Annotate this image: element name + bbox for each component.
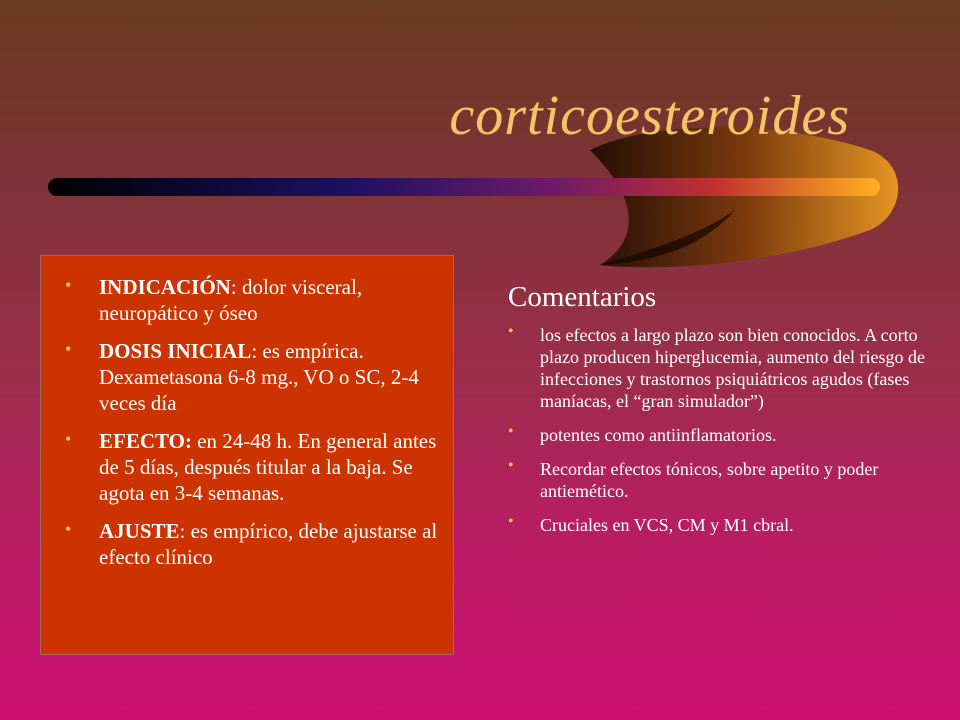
indications-list — [63, 274, 443, 582]
bullet-icon: • — [65, 339, 72, 359]
swoosh-shape — [590, 128, 898, 268]
list-item — [508, 514, 938, 536]
comments-section — [508, 280, 938, 548]
item-text: en 24-48 h. En general antes de 5 días, después titular a la baja. Se agota en 3-4 semanas. — [99, 429, 437, 505]
item-lead: INDICACIÓN — [99, 275, 231, 299]
item-text: : es empírica. Dexametasona 6-8 mg., VO o SC, 2-4 veces día — [99, 339, 419, 415]
bullet-icon: • — [508, 323, 514, 340]
comments-list — [508, 324, 938, 536]
item-text: Cruciales en VCS, CM y M1 cbral. — [540, 515, 794, 535]
bullet-icon: • — [65, 519, 72, 539]
list-item — [508, 458, 938, 502]
item-text: Recordar efectos tónicos, sobre apetito y poder antiemético. — [540, 459, 879, 501]
item-text: potentes como antiinflamatorios. — [540, 425, 777, 445]
bullet-icon: • — [508, 423, 514, 440]
list-item — [63, 274, 443, 326]
list-item — [508, 424, 938, 446]
list-item — [63, 518, 443, 570]
item-text: : es empírico, debe ajustarse al efecto clínico — [99, 519, 438, 569]
list-item — [63, 428, 443, 506]
item-lead: AJUSTE — [99, 519, 180, 543]
indications-box — [40, 255, 454, 655]
comments-heading: Comentarios — [508, 281, 657, 313]
bullet-icon: • — [508, 513, 514, 530]
item-text: : dolor visceral, neuropático y óseo — [99, 275, 363, 325]
bullet-icon: • — [65, 429, 72, 449]
item-lead: DOSIS INICIAL — [99, 339, 252, 363]
item-text: los efectos a largo plazo son bien conocidos. A corto plazo producen hiperglucemia, aumento del riesgo de infecciones y trastornos psiquiátricos agudos (fases maníacas, el “gran simulador”) — [540, 325, 926, 411]
list-item — [508, 324, 938, 412]
bullet-icon: • — [508, 457, 514, 474]
item-lead: EFECTO: — [99, 429, 192, 453]
bullet-icon: • — [65, 275, 72, 295]
slide-title: corticoesteroides — [449, 85, 850, 147]
title-underline-bar — [48, 178, 880, 196]
list-item — [63, 338, 443, 416]
